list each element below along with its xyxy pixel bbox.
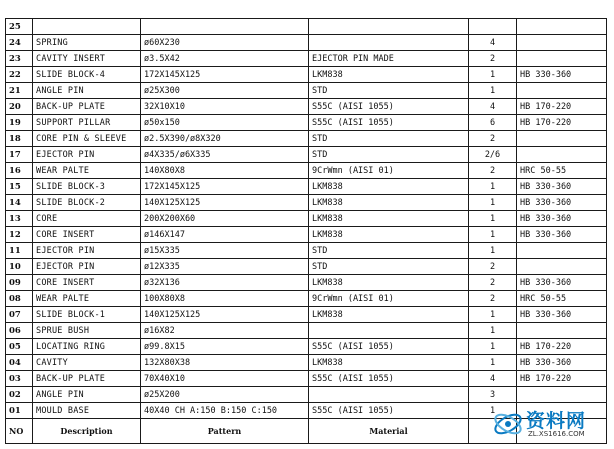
cell-pattern: ø4X335/ø6X335 xyxy=(141,147,309,163)
cell-description: CORE PIN & SLEEVE xyxy=(33,131,141,147)
cell-pattern: ø146X147 xyxy=(141,227,309,243)
cell-pattern xyxy=(141,19,309,35)
table-row xyxy=(6,163,607,179)
table-row xyxy=(6,371,607,387)
cell-material: STD xyxy=(309,131,469,147)
cell-pattern: 172X145X125 xyxy=(141,179,309,195)
cell-pattern: ø3.5X42 xyxy=(141,51,309,67)
table-row xyxy=(6,339,607,355)
cell-no: 03 xyxy=(6,371,33,387)
cell-description: CORE INSERT xyxy=(33,275,141,291)
cell-material: S55C (AISI 1055) xyxy=(309,403,469,419)
cell-remark: HB 330-360 xyxy=(517,275,607,291)
table-row xyxy=(6,323,607,339)
cell-description: SLIDE BLOCK-3 xyxy=(33,179,141,195)
cell-qty: 1 xyxy=(469,339,517,355)
cell-no: 02 xyxy=(6,387,33,403)
cell-pattern: ø12X335 xyxy=(141,259,309,275)
cell-qty: 3 xyxy=(469,387,517,403)
cell-qty: 2 xyxy=(469,291,517,307)
table-row xyxy=(6,35,607,51)
table-row xyxy=(6,227,607,243)
watermark-url: ZL.XS1616.COM xyxy=(528,430,585,438)
cell-remark: HB 170-220 xyxy=(517,339,607,355)
header-pattern: Pattern xyxy=(141,419,309,444)
cell-pattern: ø25X200 xyxy=(141,387,309,403)
cell-qty: 1 xyxy=(469,83,517,99)
header-description: Description xyxy=(33,419,141,444)
cell-material: LKM838 xyxy=(309,307,469,323)
cell-no: 01 xyxy=(6,403,33,419)
cell-remark: HRC 50-55 xyxy=(517,291,607,307)
cell-material: STD xyxy=(309,259,469,275)
cell-pattern: 132X80X38 xyxy=(141,355,309,371)
table-row xyxy=(6,51,607,67)
cell-no: 04 xyxy=(6,355,33,371)
cell-qty: 2 xyxy=(469,275,517,291)
cell-no: 16 xyxy=(6,163,33,179)
cell-no: 23 xyxy=(6,51,33,67)
cell-qty: 2 xyxy=(469,163,517,179)
cell-remark: HB 330-360 xyxy=(517,179,607,195)
cell-material: 9CrWmn (AISI 01) xyxy=(309,291,469,307)
cell-pattern: 70X40X10 xyxy=(141,371,309,387)
cell-remark xyxy=(517,243,607,259)
cell-no: 07 xyxy=(6,307,33,323)
cell-no: 19 xyxy=(6,115,33,131)
cell-remark: HB 170-220 xyxy=(517,371,607,387)
cell-material: LKM838 xyxy=(309,275,469,291)
cell-material xyxy=(309,19,469,35)
cell-qty: 1 xyxy=(469,179,517,195)
cell-description: BACK-UP PLATE xyxy=(33,99,141,115)
cell-remark xyxy=(517,387,607,403)
cell-remark: HB 170-220 xyxy=(517,99,607,115)
cell-no: 13 xyxy=(6,211,33,227)
cell-description: MOULD BASE xyxy=(33,403,141,419)
cell-description: EJECTOR PIN xyxy=(33,147,141,163)
cell-material xyxy=(309,35,469,51)
cell-remark: HB 330-360 xyxy=(517,355,607,371)
cell-pattern: 40X40 CH A:150 B:150 C:150 xyxy=(141,403,309,419)
cell-remark xyxy=(517,83,607,99)
table-row xyxy=(6,387,607,403)
cell-no: 22 xyxy=(6,67,33,83)
cell-description: ANGLE PIN xyxy=(33,83,141,99)
cell-remark: HB 330-360 xyxy=(517,227,607,243)
cell-remark xyxy=(517,19,607,35)
cell-pattern: ø60X230 xyxy=(141,35,309,51)
table-row xyxy=(6,179,607,195)
table-row xyxy=(6,99,607,115)
cell-qty: 2/6 xyxy=(469,147,517,163)
watermark-logo-icon xyxy=(492,408,524,440)
cell-description: SLIDE BLOCK-4 xyxy=(33,67,141,83)
cell-material: LKM838 xyxy=(309,227,469,243)
cell-description: WEAR PALTE xyxy=(33,163,141,179)
cell-pattern: 140X80X8 xyxy=(141,163,309,179)
cell-pattern: 172X145X125 xyxy=(141,67,309,83)
cell-no: 21 xyxy=(6,83,33,99)
cell-qty: 1 xyxy=(469,211,517,227)
cell-material: S55C (AISI 1055) xyxy=(309,339,469,355)
cell-material: STD xyxy=(309,147,469,163)
cell-material: EJECTOR PIN MADE xyxy=(309,51,469,67)
cell-description: SUPPORT PILLAR xyxy=(33,115,141,131)
cell-description: EJECTOR PIN xyxy=(33,259,141,275)
cell-qty: 1 xyxy=(469,195,517,211)
cell-description: CAVITY xyxy=(33,355,141,371)
cell-material: LKM838 xyxy=(309,195,469,211)
cell-no: 14 xyxy=(6,195,33,211)
cell-description: ANGLE PIN xyxy=(33,387,141,403)
cell-description: CORE INSERT xyxy=(33,227,141,243)
cell-no: 18 xyxy=(6,131,33,147)
cell-pattern: ø25X300 xyxy=(141,83,309,99)
cell-pattern: 140X125X125 xyxy=(141,195,309,211)
cell-description: SPRUE BUSH xyxy=(33,323,141,339)
cell-pattern: 100X80X8 xyxy=(141,291,309,307)
cell-remark: HB 330-360 xyxy=(517,211,607,227)
cell-qty: 2 xyxy=(469,259,517,275)
cell-qty: 2 xyxy=(469,131,517,147)
cell-pattern: ø2.5X390/ø8X320 xyxy=(141,131,309,147)
cell-material: STD xyxy=(309,243,469,259)
cell-material: S55C (AISI 1055) xyxy=(309,115,469,131)
cell-qty: 1 xyxy=(469,323,517,339)
cell-material xyxy=(309,387,469,403)
cell-remark xyxy=(517,259,607,275)
table-row xyxy=(6,243,607,259)
cell-remark xyxy=(517,51,607,67)
table-row xyxy=(6,355,607,371)
cell-remark xyxy=(517,147,607,163)
cell-qty: 1 xyxy=(469,227,517,243)
cell-no: 09 xyxy=(6,275,33,291)
cell-description: BACK-UP PLATE xyxy=(33,371,141,387)
cell-pattern: ø32X136 xyxy=(141,275,309,291)
cell-material xyxy=(309,323,469,339)
cell-no: 12 xyxy=(6,227,33,243)
table-row xyxy=(6,307,607,323)
cell-qty: 6 xyxy=(469,115,517,131)
bom-table xyxy=(5,18,607,444)
header-material: Material xyxy=(309,419,469,444)
cell-pattern: ø50x150 xyxy=(141,115,309,131)
cell-description: CORE xyxy=(33,211,141,227)
cell-qty: 1 xyxy=(469,403,517,419)
watermark-text: 资料网 xyxy=(526,410,587,432)
cell-qty: 4 xyxy=(469,35,517,51)
cell-no: 25 xyxy=(6,19,33,35)
cell-pattern: ø16X82 xyxy=(141,323,309,339)
cell-material: STD xyxy=(309,83,469,99)
cell-material: 9CrWmn (AISI 01) xyxy=(309,163,469,179)
cell-description: CAVITY INSERT xyxy=(33,51,141,67)
cell-description xyxy=(33,19,141,35)
cell-description: LOCATING RING xyxy=(33,339,141,355)
cell-description: SPRING xyxy=(33,35,141,51)
cell-remark: HB 330-360 xyxy=(517,195,607,211)
cell-remark: HB 330-360 xyxy=(517,67,607,83)
cell-remark xyxy=(517,131,607,147)
table-row xyxy=(6,67,607,83)
cell-material: S55C (AISI 1055) xyxy=(309,99,469,115)
cell-pattern: 140X125X125 xyxy=(141,307,309,323)
cell-remark xyxy=(517,35,607,51)
cell-pattern: 32X10X10 xyxy=(141,99,309,115)
cell-no: 24 xyxy=(6,35,33,51)
table-row xyxy=(6,131,607,147)
cell-qty: 4 xyxy=(469,371,517,387)
cell-no: 17 xyxy=(6,147,33,163)
cell-qty: 1 xyxy=(469,355,517,371)
cell-pattern: ø99.8X15 xyxy=(141,339,309,355)
table-row xyxy=(6,147,607,163)
cell-material: S55C (AISI 1055) xyxy=(309,371,469,387)
watermark xyxy=(490,404,608,444)
table-row xyxy=(6,211,607,227)
header-no: NO xyxy=(6,419,33,444)
cell-qty: 1 xyxy=(469,67,517,83)
table-row xyxy=(6,83,607,99)
cell-qty: 4 xyxy=(469,99,517,115)
table-row xyxy=(6,275,607,291)
cell-no: 10 xyxy=(6,259,33,275)
cell-no: 08 xyxy=(6,291,33,307)
cell-description: EJECTOR PIN xyxy=(33,243,141,259)
cell-material: LKM838 xyxy=(309,355,469,371)
cell-material: LKM838 xyxy=(309,211,469,227)
cell-no: 15 xyxy=(6,179,33,195)
table-row xyxy=(6,291,607,307)
bom-body xyxy=(6,19,607,419)
cell-no: 20 xyxy=(6,99,33,115)
cell-material: LKM838 xyxy=(309,179,469,195)
table-row xyxy=(6,195,607,211)
cell-material: LKM838 xyxy=(309,67,469,83)
cell-remark: HRC 50-55 xyxy=(517,163,607,179)
cell-pattern: ø15X335 xyxy=(141,243,309,259)
cell-no: 05 xyxy=(6,339,33,355)
cell-qty xyxy=(469,19,517,35)
cell-pattern: 200X200X60 xyxy=(141,211,309,227)
cell-remark xyxy=(517,323,607,339)
cell-remark: HB 330-360 xyxy=(517,307,607,323)
cell-description: SLIDE BLOCK-2 xyxy=(33,195,141,211)
cell-no: 11 xyxy=(6,243,33,259)
table-row xyxy=(6,115,607,131)
cell-description: WEAR PALTE xyxy=(33,291,141,307)
cell-description: SLIDE BLOCK-1 xyxy=(33,307,141,323)
table-row xyxy=(6,19,607,35)
cell-remark: HB 170-220 xyxy=(517,115,607,131)
cell-qty: 1 xyxy=(469,243,517,259)
cell-qty: 1 xyxy=(469,307,517,323)
cell-no: 06 xyxy=(6,323,33,339)
table-row xyxy=(6,259,607,275)
cell-qty: 2 xyxy=(469,51,517,67)
